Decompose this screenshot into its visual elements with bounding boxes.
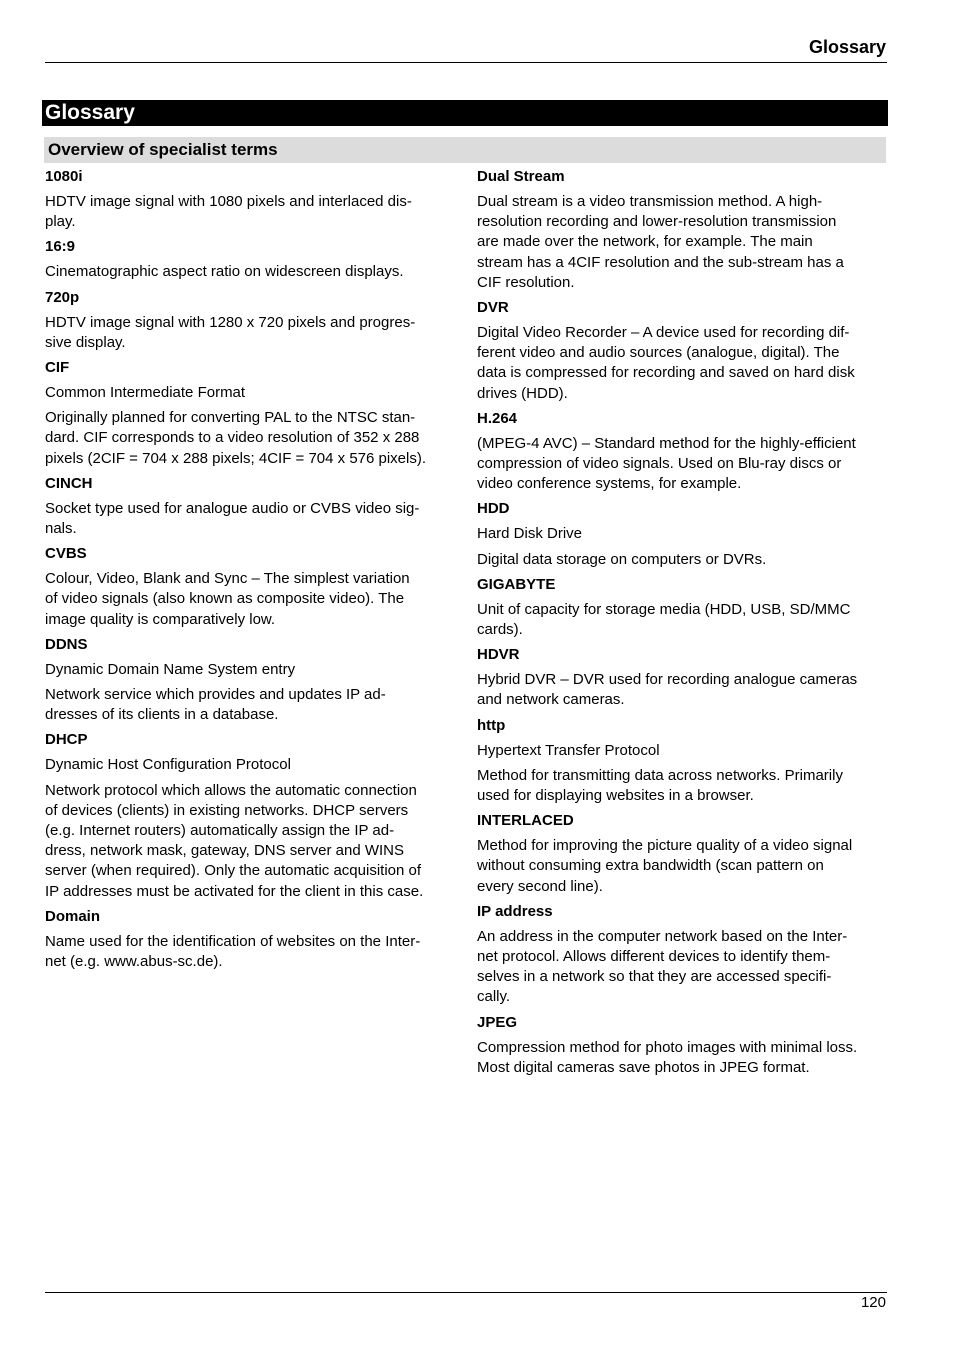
page-title: Glossary [42,100,888,126]
glossary-definition: Dual stream is a video transmission method. A high- resolution recording and lower-resolution transmission are made over the network, for example. The main stream has a 4CIF resolution and the sub-stream has a CIF resolution. [477,193,844,291]
glossary-entry [477,575,889,640]
glossary-definition: Hard Disk Drive [477,525,583,543]
glossary-entry [477,499,889,569]
glossary-entry [477,811,889,897]
glossary-entry [477,716,889,807]
glossary-term: DVR [477,299,509,317]
glossary-definition: Network protocol which allows the automatic connection of devices (clients) in existing networks. DHCP servers (e.g. Internet routers) automatically assign the IP ad- dress, network mask, gateway, DNS server and WINS server (when required). Only the automatic acquisition of IP addresses must be activated for the client in this case. [45,781,424,900]
glossary-definition: Socket type used for analogue audio or CVBS video sig- nals. [45,499,420,538]
glossary-definition: Hybrid DVR – DVR used for recording analogue cameras and network cameras. [477,671,858,709]
glossary-term: HDD [477,500,510,518]
glossary-definition: Cinematographic aspect ratio on widescreen displays. [45,263,404,281]
glossary-definition: (MPEG-4 AVC) – Standard method for the highly-efficient compression of video signals. Used on Blu-ray discs or video conference systems, for example. [477,434,856,493]
glossary-entry [45,730,455,901]
glossary-entry [45,544,455,630]
glossary-definition: Hypertext Transfer Protocol [477,741,660,759]
glossary-definition: HDTV image signal with 1280 x 720 pixels and progres- sive display. [45,313,416,351]
running-header-title: Glossary [808,37,886,57]
glossary-definition: Common Intermediate Format [45,384,246,402]
glossary-definition: Digital Video Recorder – A device used for recording dif- ferent video and audio sources (analogue, digital). The data is compressed for recording and saved on hard disk drives (HDD). [477,324,855,402]
glossary-definition: Dynamic Domain Name System entry [45,660,296,678]
glossary-term: JPEG [477,1013,518,1031]
glossary-entry [477,1013,889,1078]
glossary-entry [45,358,455,469]
footer-divider [45,1292,887,1293]
glossary-term: 720p [45,288,80,306]
glossary-column-left [45,167,455,977]
glossary-column-right [477,167,889,1083]
glossary-entry [477,645,889,710]
glossary-term: CVBS [45,545,87,563]
glossary-definition: Network service which provides and updates IP ad- dresses of its clients in a database. [45,686,386,724]
glossary-definition: Colour, Video, Blank and Sync – The simplest variation of video signals (also known as composite video). The image quality is comparatively low. [45,570,410,628]
glossary-term: http [477,716,506,734]
glossary-term: Dual Stream [477,168,565,185]
glossary-entry [45,167,455,232]
glossary-term: H.264 [477,409,518,427]
glossary-definition: Dynamic Host Configuration Protocol [45,756,291,774]
glossary-entry [45,237,455,282]
glossary-entry [477,409,889,495]
glossary-definition: Unit of capacity for storage media (HDD, USB, SD/MMC cards). [477,600,851,639]
section-subtitle: Overview of specialist terms [44,137,886,163]
glossary-term: DDNS [45,635,88,653]
glossary-definition: Method for transmitting data across networks. Primarily used for displaying websites in a browser. [477,766,843,805]
glossary-entry [477,902,889,1008]
glossary-definition: HDTV image signal with 1080 pixels and interlaced dis- play. [45,193,412,231]
glossary-entry [45,635,455,726]
glossary-entry [477,298,889,404]
glossary-term: 1080i [45,168,83,185]
glossary-term: GIGABYTE [477,575,556,593]
glossary-entry [45,474,455,539]
glossary-term: HDVR [477,646,520,664]
glossary-definition: Method for improving the picture quality of a video signal without consuming extra bandwidth (scan pattern on every second line). [477,837,853,895]
glossary-entry [45,907,455,972]
glossary-term: DHCP [45,731,88,749]
glossary-definition: Digital data storage on computers or DVRs. [477,550,767,568]
glossary-term: IP address [477,902,553,920]
glossary-term: CINCH [45,474,93,492]
page-number: 120 [860,1294,886,1311]
glossary-term: INTERLACED [477,812,574,830]
glossary-entry [45,288,455,353]
glossary-entry [477,167,889,293]
glossary-definition: Name used for the identification of websites on the Inter- net (e.g. www.abus-sc.de). [45,932,421,971]
glossary-definition: Originally planned for converting PAL to the NTSC stan- dard. CIF corresponds to a video resolution of 352 x 288 pixels (2CIF = 704 x 288 pixels; 4CIF = 704 x 576 pixels). [45,409,427,467]
glossary-definition: An address in the computer network based on the Inter- net protocol. Allows different devices to identify them- selves in a network so that they are accessed specifi- cally. [477,927,848,1006]
header-divider [45,62,887,63]
glossary-term: 16:9 [45,238,76,256]
glossary-definition: Compression method for photo images with minimal loss. Most digital cameras save photos in JPEG format. [477,1038,858,1076]
glossary-term: Domain [45,907,101,925]
glossary-term: CIF [45,359,70,377]
